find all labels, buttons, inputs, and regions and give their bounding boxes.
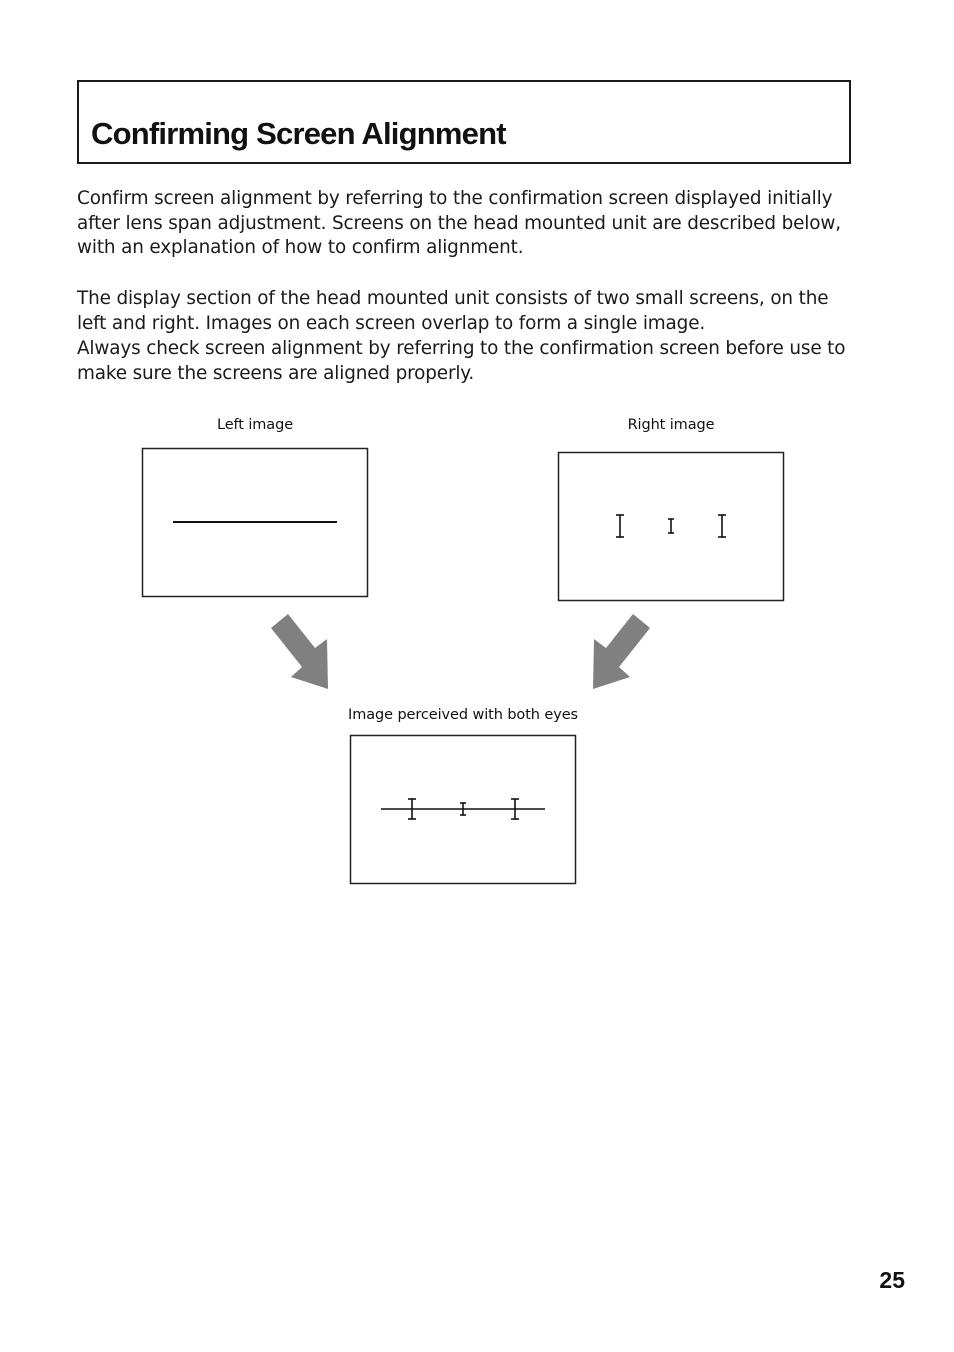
right-image-caption: Right image bbox=[627, 417, 715, 433]
left-image-caption: Left image bbox=[216, 417, 294, 433]
page-title: Confirming Screen Alignment bbox=[91, 116, 506, 151]
details-text-1: The display section of the head mounted unit consists of two small screens, on the left and right. Images on each screen overlap to form a single image. bbox=[77, 288, 829, 334]
intro-text: Confirm screen alignment by referring to the confirmation screen displayed initially after lens span adjustment. Screens on the head mounted unit are described below, with an explanation of how to confirm alignment. bbox=[77, 188, 841, 258]
right-arrow bbox=[593, 614, 650, 689]
details-text-2: Always check screen alignment by referring to the confirmation screen before use to make sure the screens are aligned properly. bbox=[77, 338, 846, 384]
left-arrow bbox=[271, 614, 328, 689]
combined-image-caption: Image perceived with both eyes bbox=[348, 707, 578, 723]
page-number: 25 bbox=[879, 1267, 905, 1293]
